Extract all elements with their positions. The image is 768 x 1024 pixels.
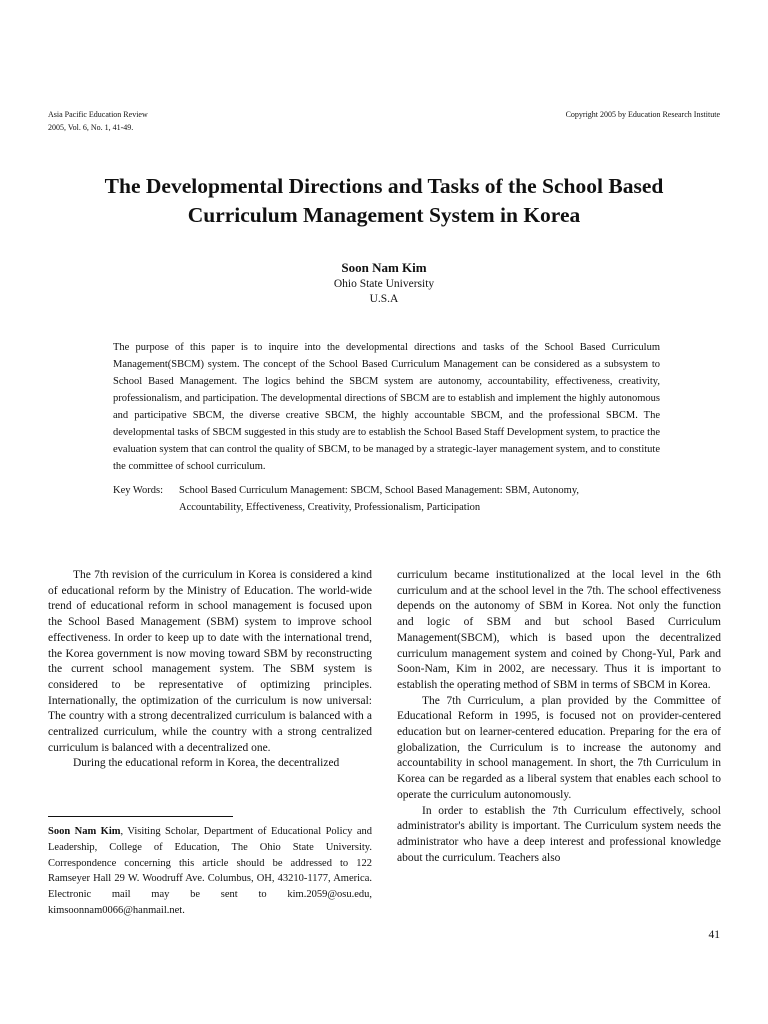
copyright-notice: Copyright 2005 by Education Research Institute xyxy=(565,110,720,119)
body-column-right xyxy=(397,568,721,866)
body-paragraph: The 7th Curriculum, a plan provided by the Committee of Educational Reform in 1995, is focused not on provider-centered education but on learner-centered education. Preparing for the era of globalization, the Curriculum is to increase the autonomy and accountability in school management. In short, the 7th Curriculum in Korea can be regarded as a liberal system that enables each school to operate the curriculum autonomously. xyxy=(397,694,721,801)
footnote-author: Soon Nam Kim xyxy=(48,826,121,837)
body-paragraph: In order to establish the 7th Curriculum effectively, school administrator's ability is important. The Curriculum system needs the administrator who have a deep interest and professional knowledge about the curriculum. Teachers also xyxy=(397,804,721,864)
author-country: U.S.A xyxy=(369,293,399,305)
keywords xyxy=(113,482,660,516)
author-affiliation: Ohio State University xyxy=(333,278,435,290)
paper-title: The Developmental Directions and Tasks of the School Based Curriculum Management System in Korea xyxy=(104,174,664,227)
journal-name: Asia Pacific Education Review xyxy=(48,110,148,119)
footnote-divider xyxy=(48,816,233,817)
journal-volume: 2005, Vol. 6, No. 1, 41-49. xyxy=(48,123,134,132)
keywords-line-1: School Based Curriculum Management: SBCM, School Based Management: SBM, Autonomy, xyxy=(179,485,580,496)
body-paragraph: The 7th revision of the curriculum in Korea is considered a kind of educational reform by the Ministry of Education. The world-wide trend of educational reform in school management is focused upon the School Based Management (SBM) system to improve school effectiveness. In order to keep up to date with the international trend, the Korea government is now moving toward SBM by reconstructing the current school management system. The SBM system is considered to be representative of optimizing principles. Internationally, the optimization of the curriculum is now universal: The country with a strong decentralized curriculum is balanced with a centralized curriculum, while the country with a strong centralized curriculum is balanced with a decentralized one. xyxy=(48,569,372,754)
keywords-label: Key Words: xyxy=(113,485,163,496)
keywords-line-2: Accountability, Effectiveness, Creativity, Professionalism, Participation xyxy=(179,502,481,513)
author-footnote xyxy=(48,824,372,919)
author-name: Soon Nam Kim xyxy=(341,260,427,275)
body-paragraph: During the educational reform in Korea, the decentralized xyxy=(73,757,340,770)
page-number: 41 xyxy=(708,929,720,941)
body-paragraph: curriculum became institutionalized at the local level in the 6th curriculum and at the school level in the 7th. The school effectiveness depends on the autonomy of SBM in Korea. Not only the function and logic of SBM and but school Based Curriculum Management(SBCM), which is based upon the decentralized curriculum management system and coined by Chong-Yul, Park and Soon-Nam, Kim in 2002, are necessary. Thus it is important to establish the operating method of SBM in terms of SBCM in Korea. xyxy=(397,569,721,691)
footnote-text: , Visiting Scholar, Department of Educational Policy and Leadership, College of Education, The Ohio State University. Correspondence concerning this article should be addressed to 122 Ramseyer Hall 29 W. Woodruff Ave. Columbus, OH, 43210-1177, America. Electronic mail may be sent to kim.2059@osu.edu, kimsoonnam0066@hanmail.net. xyxy=(48,826,373,916)
abstract: The purpose of this paper is to inquire into the developmental directions and tasks of the School Based Curriculum Management(SBCM) system. The concept of the School Based Curriculum Management can be considered as a subsystem to School Based Management. The logics behind the SBCM system are autonomy, accountability, effectiveness, creativity, professionalism, and participation. The developmental directions of SBCM are to establish and implement the highly autonomous and participative SBCM, the diverse creative SBCM, the highly accountable SBCM, and the professional SBCM. The developmental tasks of SBCM suggested in this study are to establish the School Based Staff Development system, to practice the evaluation system that can control the quality of SBCM, to be managed by a strategic-layer management system, and to constitute the committee of school curriculum. xyxy=(113,342,660,472)
author-block xyxy=(0,259,768,307)
body-column-left xyxy=(48,568,372,772)
